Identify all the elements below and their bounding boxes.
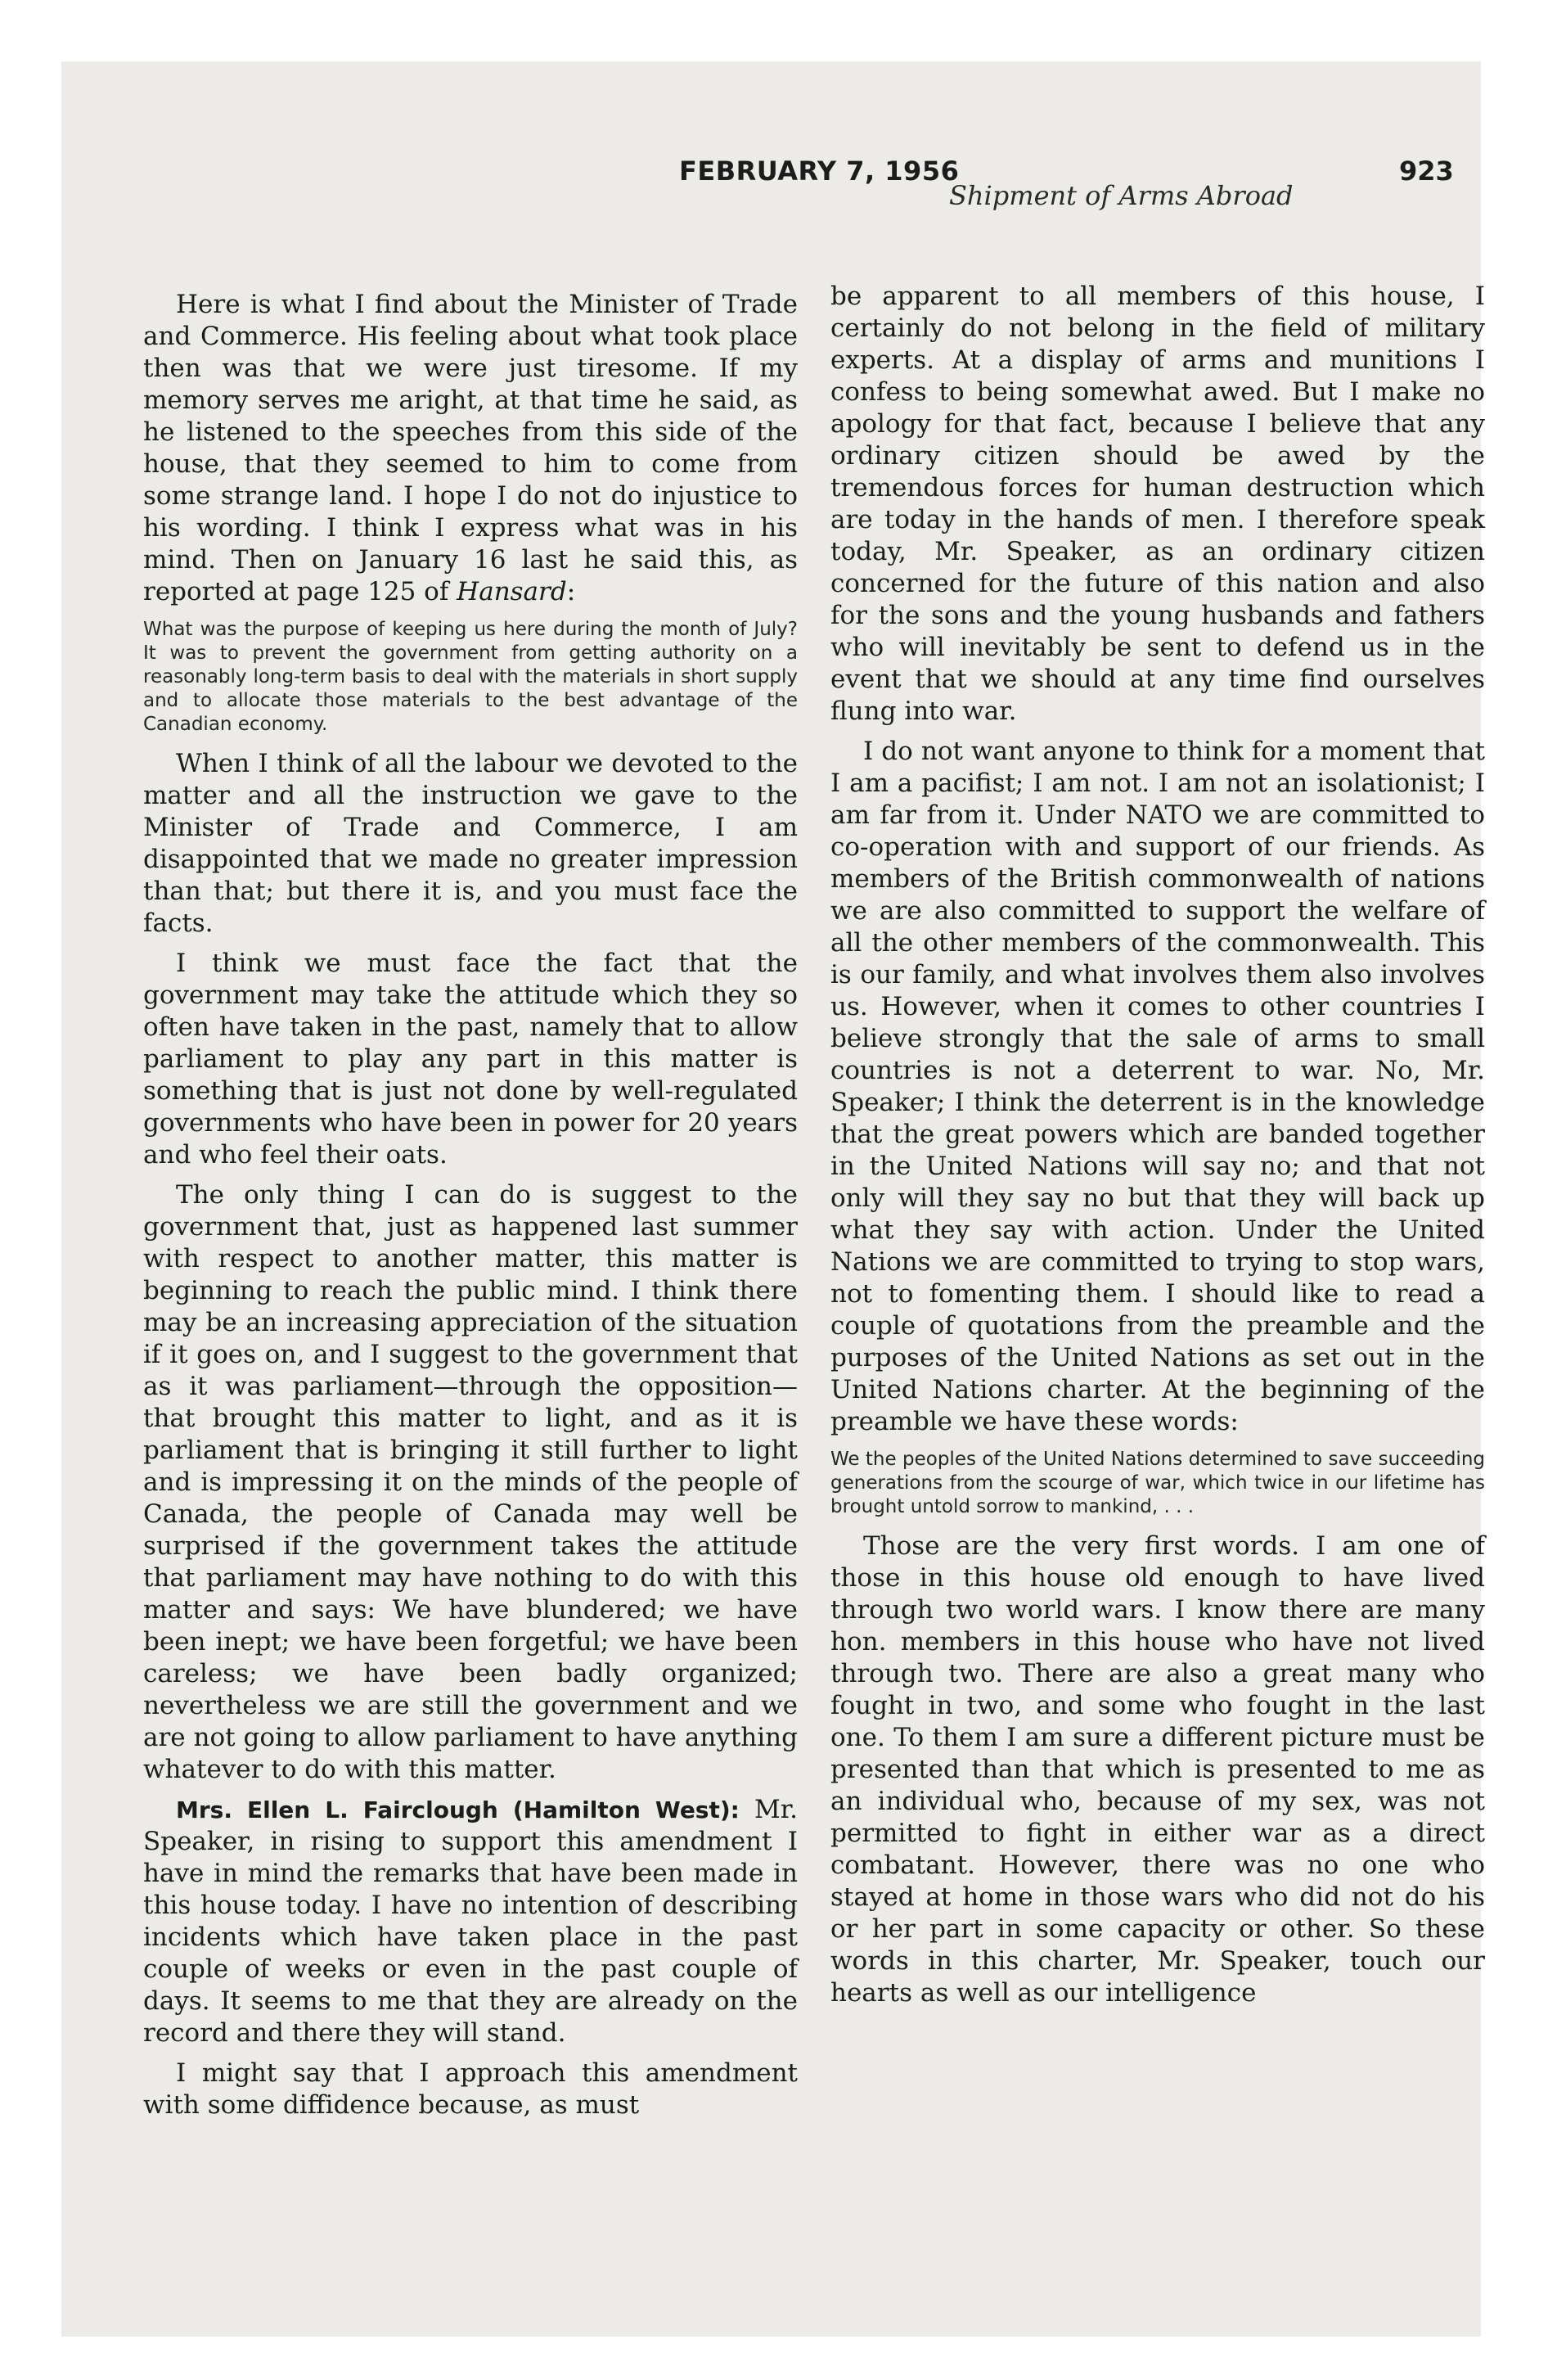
paragraph: I do not want anyone to think for a moment that I am a pacifist; I am not. I am not an isolationist; I am far from it. Under NATO we are committed to co-operation with and support of our friends. As members of the British commonwealth of nations we are also committed to support the welfare of all the other members of the commonwealth. This is our family, and what involves them also involves us. However, when it comes to other countries I believe strongly that the sale of arms to small countries is not a deterrent to war. No, Mr. Speaker; I think the deterrent is in the knowledge that the great powers which are banded together in the United Nations will say no; and that not only will they say no but that they will back up what they say with action. Under the United Nations we are committed to trying to stop wars, not to fomenting them. I should like to read a couple of quotations from the preamble and the purposes of the United Nations as set out in the United Nations charter. At the beginning of the preamble we have these words: (830, 737, 1485, 1436)
paragraph: I think we must face the fact that the government may take the attitude which they so often have taken in the past, namely that to allow parliament to play any part in this matter is something that is just not done by well-regulated governments who have been in power for 20 years and who feel their oats. (143, 949, 798, 1170)
block-quote: We the peoples of the United Nations determined to save succeeding generations from the scourge of war, which twice in our lifetime has brought untold sorrow to mankind, . . . (830, 1449, 1485, 1517)
running-head-subject: Shipment of Arms Abroad (949, 180, 1294, 211)
right-column (830, 281, 1485, 2009)
hansard-title: Hansard (457, 577, 567, 606)
paragraph: I might say that I approach this amendment with some diffidence because, as must (143, 2058, 798, 2120)
page (61, 61, 1485, 2337)
block-quote: What was the purpose of keeping us here during the month of July? It was to prevent the government from getting authority on a reasonably long-term basis to deal with the materials in short supply and to allocate those materials to the best advantage of the Canadian economy. (143, 619, 798, 735)
paragraph: The only thing I can do is suggest to the government that, just as happened last summer with respect to another matter, this matter is beginning to reach the public mind. I think there may be an increasing appreciation of the situation if it goes on, and I suggest to the government that as it was parliament—through the opposition—that brought this matter to light, and as it is parliament that is bringing it still further to light and is impressing it on the minds of the people of Canada, the people of Canada may well be surprised if the government takes the attitude that parliament may have nothing to do with this matter and says: We have blundered; we have been inept; we have been forgetful; we have been careless; we have been badly organized; nevertheless we are still the government and we are not going to allow parliament to have anything whatever to do with this matter. (143, 1180, 798, 1784)
paragraph: Those are the very first words. I am one of those in this house old enough to have lived through two world wars. I know there are many hon. members in this house who have not lived through two. There are also a great many who fought in two, and some who fought in the last one. To them I am sure a different picture must be presented than that which is presented to me as an individual who, because of my sex, was not permitted to fight in either war as a direct combatant. However, there was no one who stayed at home in those wars who did not do his or her part in some capacity or other. So these words in this charter, Mr. Speaker, touch our hearts as well as our intelligence (830, 1531, 1485, 2008)
paragraph: When I think of all the labour we devoted to the matter and all the instruction we gave to the Minister of Trade and Commerce, I am disappointed that we made no greater impression than that; but there it is, and you must face the facts. (143, 749, 798, 938)
paragraph: Here is what I find about the Minister of Trade and Commerce. His feeling about what took place then was that we were just tiresome. If my memory serves me aright, at that time he said, as he listened to the speeches from this side of the house, that they seemed to him to come from some strange land. I hope I do not do injustice to his wording. I think I express what was in his mind. Then on January 16 last he said this, as reported at page 125 of Hansard: (143, 290, 798, 606)
page-date: FEBRUARY 7, 1956 (679, 156, 960, 187)
speaker-name: Mrs. Ellen L. Fairclough (Hamilton West): (176, 1796, 740, 1823)
paragraph: Mrs. Ellen L. Fairclough (Hamilton West): Mr. Speaker, in rising to support this amendment I have in mind the remarks that have been made in this house today. I have no intention of describing incidents which have taken place in the past couple of weeks or even in the past couple of days. It seems to me that they are already on the record and there they will stand. (143, 1795, 798, 2048)
paragraph: be apparent to all members of this house, I certainly do not belong in the field of military experts. At a display of arms and munitions I confess to being somewhat awed. But I make no apology for that fact, because I believe that any ordinary citizen should be awed by the tremendous forces for human destruction which are today in the hands of men. I therefore speak today, Mr. Speaker, as an ordinary citizen concerned for the future of this nation and also for the sons and the young husbands and fathers who will inevitably be sent to defend us in the event that we should at any time find ourselves flung into war. (830, 282, 1485, 726)
page-number: 923 (1399, 156, 1454, 187)
left-column (143, 289, 798, 2121)
